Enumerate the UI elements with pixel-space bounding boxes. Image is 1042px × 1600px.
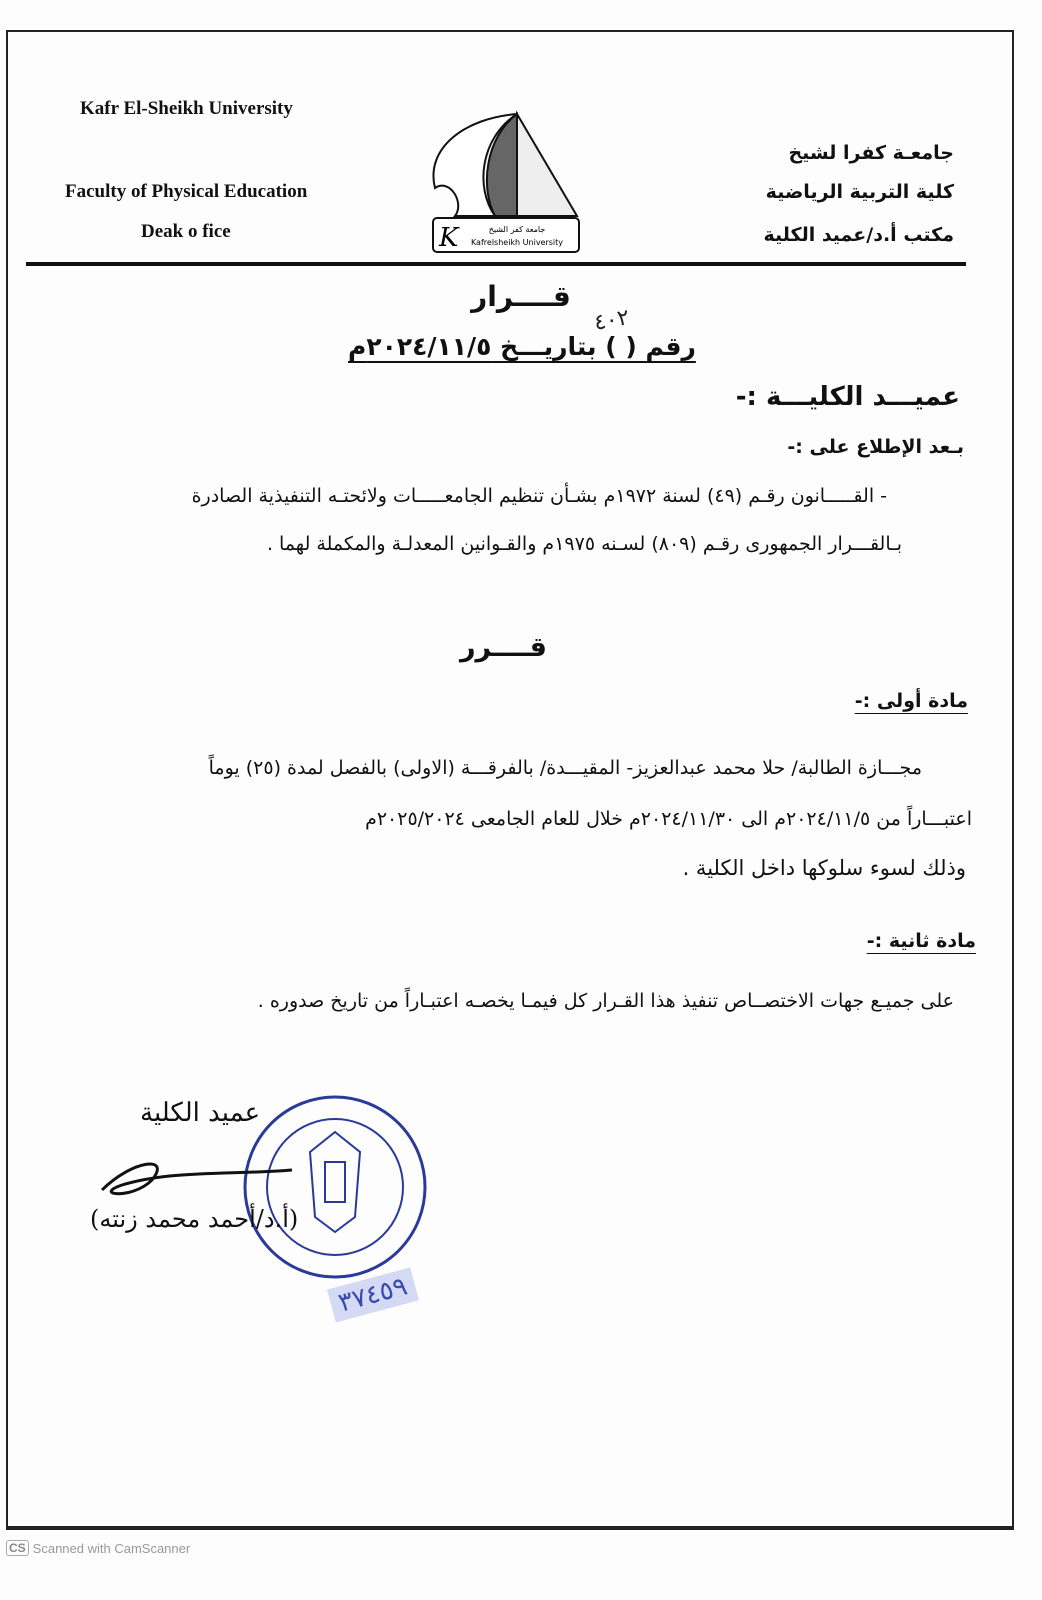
ar-faculty: كلية التربية الرياضية: [765, 181, 954, 203]
article-1-line-2: اعتبـــاراً من ٢٠٢٤/١١/٥م الى ٢٠٢٤/١١/٣٠م خلال للعام الجامعى ٢٠٢٥/٢٠٢٤م: [365, 808, 972, 830]
camscanner-icon: CS: [6, 1540, 29, 1556]
decision-number-date: رقم ( ) بتاريـــخ ٢٠٢٤/١١/٥م: [348, 332, 696, 361]
decided-heading: قــــرر: [460, 632, 547, 663]
article-2-line-1: على جميـع جهات الاختصــاص تنفيذ هذا القـرار كل فيمـا يخصـه اعتبـاراً من تاريخ صدوره .: [257, 990, 954, 1012]
svg-text:جامعة كفر الشيخ: جامعة كفر الشيخ: [488, 225, 546, 234]
ar-university: جامعـة كفرا لشيخ: [788, 142, 954, 164]
svg-text:K: K: [439, 223, 459, 253]
signature-title: عميد الكلية: [140, 1098, 261, 1128]
en-faculty: Faculty of Physical Education: [65, 181, 308, 202]
camscanner-footer: [6, 1540, 190, 1556]
law-line-2: بـالقـــرار الجمهورى رقـم (٨٠٩) لسـنه ١٩٧٥م والقـوانين المعدلـة والمكملة لهما .: [266, 533, 902, 555]
stamp-number: ٣٧٤٥٩: [327, 1267, 419, 1322]
university-logo: [425, 108, 585, 258]
camscanner-text: Scanned with CamScanner: [32, 1540, 191, 1556]
law-line-1: - القـــــانون رقـم (٤٩) لسنة ١٩٧٢م بشـأن تنظيم الجامعـــــات ولائحتـه التنفيذية الصادرة: [191, 485, 887, 507]
en-university: Kafr El-Sheikh University: [80, 98, 293, 119]
handwritten-number: ٤٠٢: [592, 305, 632, 336]
svg-text:Kafrelsheikh University: Kafrelsheikh University: [470, 238, 564, 247]
dean-heading: عميـــد الكليـــة :-: [735, 382, 960, 412]
article-1-heading: مادة أولى :-: [854, 690, 968, 712]
article-1-line-1: مجـــازة الطالبة/ حلا محمد عبدالعزيز- المقيـــدة/ بالفرقـــة (الاولى) بالفصل لمدة (٢٥) يوماً: [208, 757, 922, 779]
signatory-name: (أ.د/أحمد محمد زنته): [90, 1205, 299, 1233]
decision-title: قــــرار: [471, 280, 571, 313]
article-1-line-3: وذلك لسوء سلوكها داخل الكلية .: [682, 856, 966, 880]
ar-office: مكتب أ.د/عميد الكلية: [763, 224, 954, 246]
header-divider: [26, 262, 966, 266]
en-office: Deak o fice: [141, 221, 231, 242]
article-2-heading: مادة ثانية :-: [866, 930, 976, 952]
after-review-heading: بـعد الإطلاع على :-: [787, 436, 964, 458]
